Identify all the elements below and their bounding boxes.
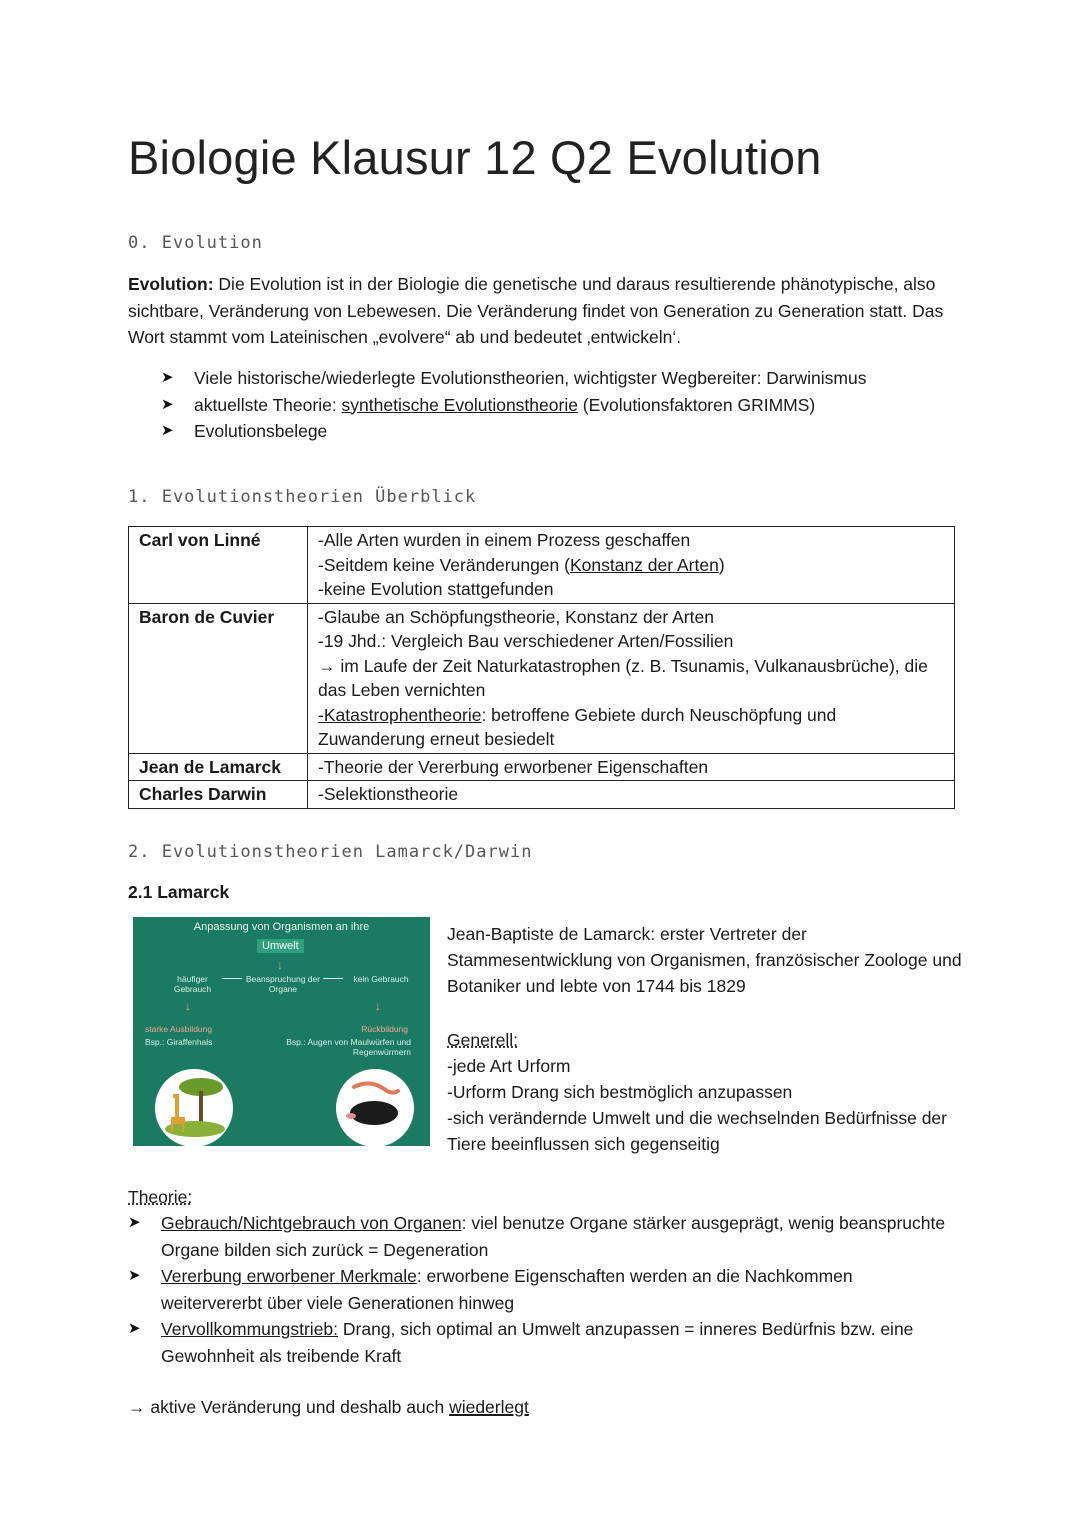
list-item: ➤ Vererbung erworbener Merkmale: erworbene Eigenschaften werden an die Nachkommen weitervererbt über viele Generationen hinweg [128,1263,958,1316]
generell-label: Generell: [447,1029,519,1050]
diagram-right-label: kein Gebrauch [353,974,409,984]
diagram-left-result: starke Ausbildung [145,1024,213,1034]
page-title: Biologie Klausur 12 Q2 Evolution [128,131,822,184]
table-row [129,753,955,781]
section-heading-overview: 1. Evolutionstheorien Überblick [128,487,477,507]
table-row [129,603,955,753]
connector-line [323,978,343,979]
arrowhead-bullet-icon: ➤ [161,369,174,386]
theorie-label: Theorie: [128,1187,193,1207]
arrowhead-bullet-icon: ➤ [161,395,174,413]
arrowhead-bullet-icon: ➤ [161,422,174,439]
diagram-left-example: Bsp.: Giraffenhals [145,1037,213,1047]
arrowhead-bullet-icon: ➤ [128,1320,141,1337]
list-item: ➤ Gebrauch/Nichtgebrauch von Organen: viel benutze Organe stärker ausgeprägt, wenig beanspruchte Organe bilden sich zurück = Degeneration [128,1210,958,1263]
lamarck-diagram [133,917,430,1146]
section-heading-evolution: 0. Evolution [128,233,263,253]
table-cell-description: -Glaube an Schöpfungstheorie, Konstanz der Arten -19 Jhd.: Vergleich Bau verschiedener Arten/Fossilien → im Laufe der Zeit Naturkatastrophen (z. B. Tsunamis, Vulkanausbrüche), die das Leben vernichten -Katastrophentheorie: betroffene Gebiete durch Neuschöpfung und Zuwanderung erneut besiedelt [308,603,955,753]
arrowhead-bullet-icon: ➤ [128,1214,141,1231]
subsection-title: 2.1 Lamarck [128,882,230,902]
list-item: ➤ Vervollkommungstrieb: Drang, sich optimal an Umwelt anzupassen = inneres Bedürfnis bzw. eine Gewohnheit als treibende Kraft [128,1316,958,1369]
diagram-mid-label: Beanspruchung der Organe [245,974,321,994]
generell-line: -jede Art Urform [447,1055,571,1076]
evolution-definition [128,271,958,351]
synthetic-theory-link: synthetische Evolutionstheorie [341,394,578,415]
table-cell-name: Charles Darwin [129,781,308,809]
lamarck-intro: Jean-Baptiste de Lamarck: erster Vertreter der Stammesentwicklung von Organismen, französischer Zoologe und Botaniker und lebte von 1744 bis 1829 [447,924,962,997]
theorie-bullet-list [128,1210,958,1369]
generell-line: -Urform Drang sich bestmöglich anzupassen [447,1082,793,1103]
conclusion: → aktive Veränderung und deshalb auch wiederlegt [128,1397,529,1417]
theories-table [128,526,955,809]
giraffe-circle [155,1069,233,1147]
table-cell-name: Carl von Linné [129,527,308,604]
definition-text: Die Evolution ist in der Biologie die genetische und daraus resultierende phänotypische, also sichtbare, Veränderung von Lebewesen. Die Veränderung findet von Generation zu Generation statt. Das Wort stammt vom Lateinischen „evolvere“ ab und bedeutet ‚entwickeln‘. [128,274,944,347]
diagram-title: Anpassung von Organismen an ihre [193,921,370,933]
table-cell-description: -Alle Arten wurden in einem Prozess geschaffen -Seitdem keine Veränderungen (Konstanz der Arten) -keine Evolution stattgefunden [308,527,955,604]
giraffe-tree-icon [155,1069,233,1147]
table-cell-description: -Theorie der Vererbung erworbener Eigenschaften [308,753,955,781]
evolution-bullet-list [161,365,961,445]
down-arrow-icon: ↓ [185,999,191,1013]
diagram-left-label: häufiger Gebrauch [173,974,212,994]
wiederlegt-word: wiederlegt [449,1397,529,1417]
down-arrow-icon: ↓ [375,999,381,1013]
mole-worm-icon [336,1069,414,1147]
diagram-right-result: Rückbildung [361,1024,408,1034]
down-arrow-icon: ↓ [277,958,283,972]
list-item: ➤ aktuellste Theorie: synthetische Evolutionstheorie (Evolutionsfaktoren GRIMMS) [161,392,961,419]
table-row [129,781,955,809]
diagram-right-example: Bsp.: Augen von Maulwürfen und Regenwürmern [286,1037,411,1057]
table-cell-name: Jean de Lamarck [129,753,308,781]
table-row [129,527,955,604]
lamarck-intro-block [447,921,967,1158]
mole-circle [336,1069,414,1147]
connector-line [222,978,242,979]
section-heading-lamarck-darwin: 2. Evolutionstheorien Lamarck/Darwin [128,842,533,862]
list-item: ➤ Evolutionsbelege [161,418,961,445]
diagram-umwelt-box: Umwelt [257,939,304,953]
table-cell-description: -Selektionstheorie [308,781,955,809]
definition-term: Evolution: [128,274,214,294]
list-item: ➤ Viele historische/wiederlegte Evolutionstheorien, wichtigster Wegbereiter: Darwinismus [161,365,961,392]
arrowhead-bullet-icon: ➤ [128,1267,141,1284]
table-cell-name: Baron de Cuvier [129,603,308,753]
generell-line: -sich verändernde Umwelt und die wechselnden Bedürfnisse der Tiere beeinflussen sich gegenseitig [447,1108,947,1155]
